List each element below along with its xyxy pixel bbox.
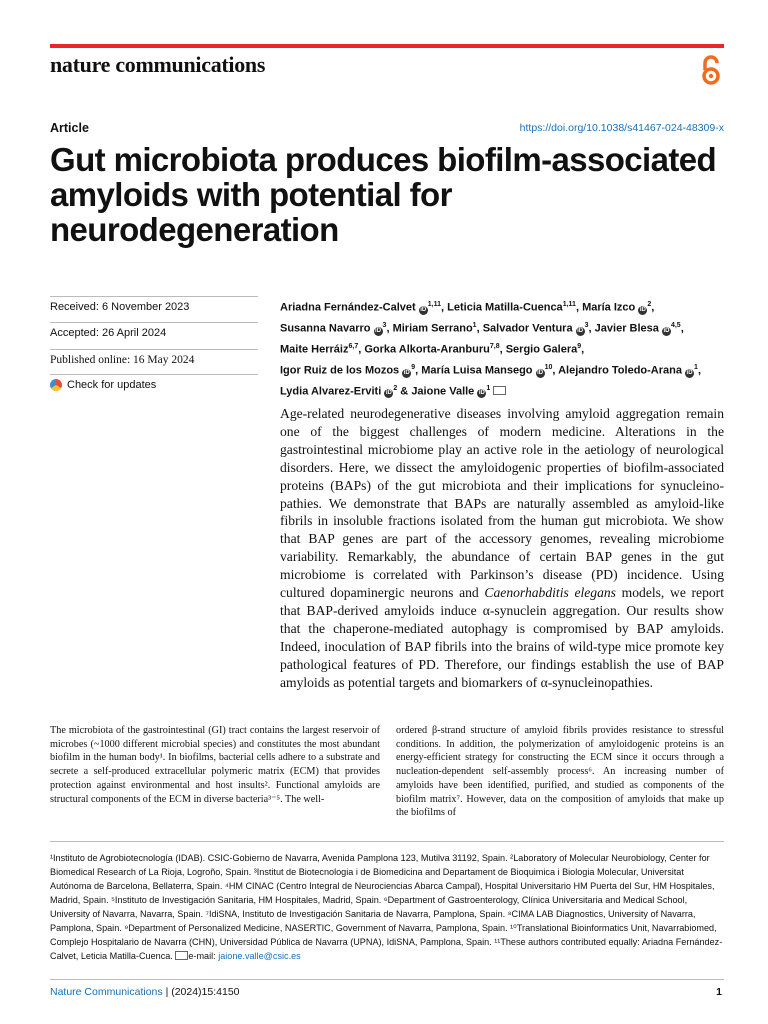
abstract: Age-related neurodegenerative diseases involving amyloid aggregation remain one of the biggest challenges of modern medicine. Alterations in the gastrointestinal microbiome play an active role in the aetiology of neurological disorders. Here, we dissect the amyloidogenic properties of biofilm-associated proteins (BAPs) of the gut microbiota and their implications for synucleino-pathies. We demonstrate that BAPs are naturally assembled as amyloid-like fibrils in insoluble fractions isolated from the human gut microbiota. We show that BAP genes are part of the accessory genomes, revealing microbiome variability. Remarkably, the abundance of certain BAP genes in the gut microbiome is correlated with Parkinson’s disease (PD) incidence. Using cultured dopaminergic neurons and Caenorhabditis elegans models, we report that BAP-derived amyloids induce α-synuclein aggregation. Our results show that the chaperone-mediated autophagy is compromised by BAP amyloids. Indeed, inoculation of BAP fibrils into the brains of wild-type mice promote key pathological features of PD. Therefore, our findings establish the use of BAP amyloids as potential targets and biomarkers of α-synucleinopathies.	[280, 406, 724, 690]
journal-name: nature communications	[50, 52, 266, 77]
affiliations: ¹Instituto de Agrobiotecnología (IDAB). CSIC-Gobierno de Navarra, Avenida Pamplona 123, Mutilva 31192, Spain. ²Laboratory of Molecular Neurobiology, Center for Biomedical Research of La Rioja, Logroño, Spain. ³Institut de Biotecnologia i de Biomedicina and Departament de Bioquimica i Biologia Molecular, Universitat Autónoma de Barcelona, Bellaterra, Spain. ⁴HM CINAC (Centro Integral de Neurociencias Abarca Campal), Hospital Universitario HM Puerta del Sur, HM Hospitales, Madrid, Spain. ⁵Instituto de Investigación Sanitaria, HM Hospitales, Madrid, Spain. ⁶Department of Gastroenterology, Clínica Universitaria and Medical School, University of Navarra, Navarra, Spain. ⁷IdiSNA, Instituto de Investigación Sanitaria de Navarra, Pamplona, Spain. ⁸CIMA LAB Diagnostics, University of Navarra, Pamplona, Spain. ⁹Department of Personalized Medicine, NASERTIC, Government of Navarra, Pamplona, Spain. ¹⁰Translational Bioinformatics Unit, Navarrabiomed, Complejo Hospitalario de Navarra (CHN), Universidad Pública de Navarra (UPNA), IdiSNA, Pamplona, Spain. ¹¹These authors contributed equally: Ariadna Fernández-Calvet, Leticia Matilla-Cuenca. e-mail: jaione.valle@csic.es	[50, 853, 723, 961]
doi-link[interactable]: https://doi.org/10.1038/s41467-024-48309-x	[519, 122, 724, 134]
article-type: Article	[50, 121, 89, 135]
received-date: Received: 6 November 2023	[50, 296, 258, 313]
divider	[50, 979, 724, 980]
open-access-icon	[698, 55, 724, 87]
orcid-icon: iD	[420, 306, 427, 313]
check-updates-button[interactable]	[50, 374, 258, 391]
orcid-icon: iD	[639, 306, 646, 313]
orcid-icon: iD	[577, 327, 584, 334]
check-updates-label: Check for updates	[67, 379, 157, 391]
accepted-date: Accepted: 26 April 2024	[50, 322, 258, 339]
body-column-right: ordered β-strand structure of amyloid fibrils provides resistance to stressful conditions. In addition, the polymerization of amyloidogenic proteins is an energy-efficient strategy for constructing the ECM since it occurs through a nucleation-dependent self-assembly process⁶. An increasing number of amyloids have been identified, purified, and studied as components of the biofilm matrix⁷. However, data on the composition of amyloids that make up the biofilms of	[396, 725, 724, 819]
published-date: Published online: 16 May 2024	[50, 349, 258, 366]
footer-citation: Nature Communications | (2024)15:4150	[50, 986, 240, 998]
body-column-left: The microbiota of the gastrointestinal (GI) tract contains the largest reservoir of microbes (~1000 different microbial species) and constitutes the most abundant biofilm in the human body¹. In biofilms, bacterial cells adhere to a substrate and secrete a self-produced extracellular polymeric matrix (ECM) that provides protection against environmental and host insults². Functional amyloids are structural components of the ECM in diverse bacteria³⁻⁵. The well-	[50, 725, 380, 805]
mail-icon[interactable]	[493, 386, 506, 395]
orcid-icon: iD	[478, 390, 485, 397]
header-accent-bar	[50, 44, 724, 48]
email-link[interactable]: jaione.valle@csic.es	[218, 951, 301, 961]
orcid-icon: iD	[385, 390, 392, 397]
orcid-icon: iD	[686, 369, 693, 376]
crossmark-icon	[50, 379, 62, 391]
mail-icon	[175, 951, 188, 960]
author-list: Ariadna Fernández-Calvet iD$^{1,11}$, Leticia Matilla-Cuenca$^{1,11}$, María Izco $iD^2$, Susanna Navarro $iD^3$, Miriam Serrano$^1$, Salvador Ventura $iD^3$, Javier Blesa iD$^{4,5}$, Maite Herráiz$^{6,7}$, Gorka Alkorta-Aranburu$^{7,8}$, Sergio Galera$^9$, Igor Ruiz de los Mozos $iD^9$, María Luisa Mansego $iD^{10}$, Alejandro Toledo-Arana $iD^1$, Lydia Alvarez-Erviti $iD^2$ & Jaione Valle $iD^1$	[280, 301, 702, 398]
article-title: Gut microbiota produces biofilm-associated amyloids with potential for neurodegeneration	[50, 141, 717, 248]
orcid-icon: iD	[537, 369, 544, 376]
orcid-icon: iD	[663, 327, 670, 334]
page-number: 1	[716, 986, 722, 998]
orcid-icon: iD	[375, 327, 382, 334]
divider	[50, 841, 724, 842]
orcid-icon: iD	[403, 369, 410, 376]
